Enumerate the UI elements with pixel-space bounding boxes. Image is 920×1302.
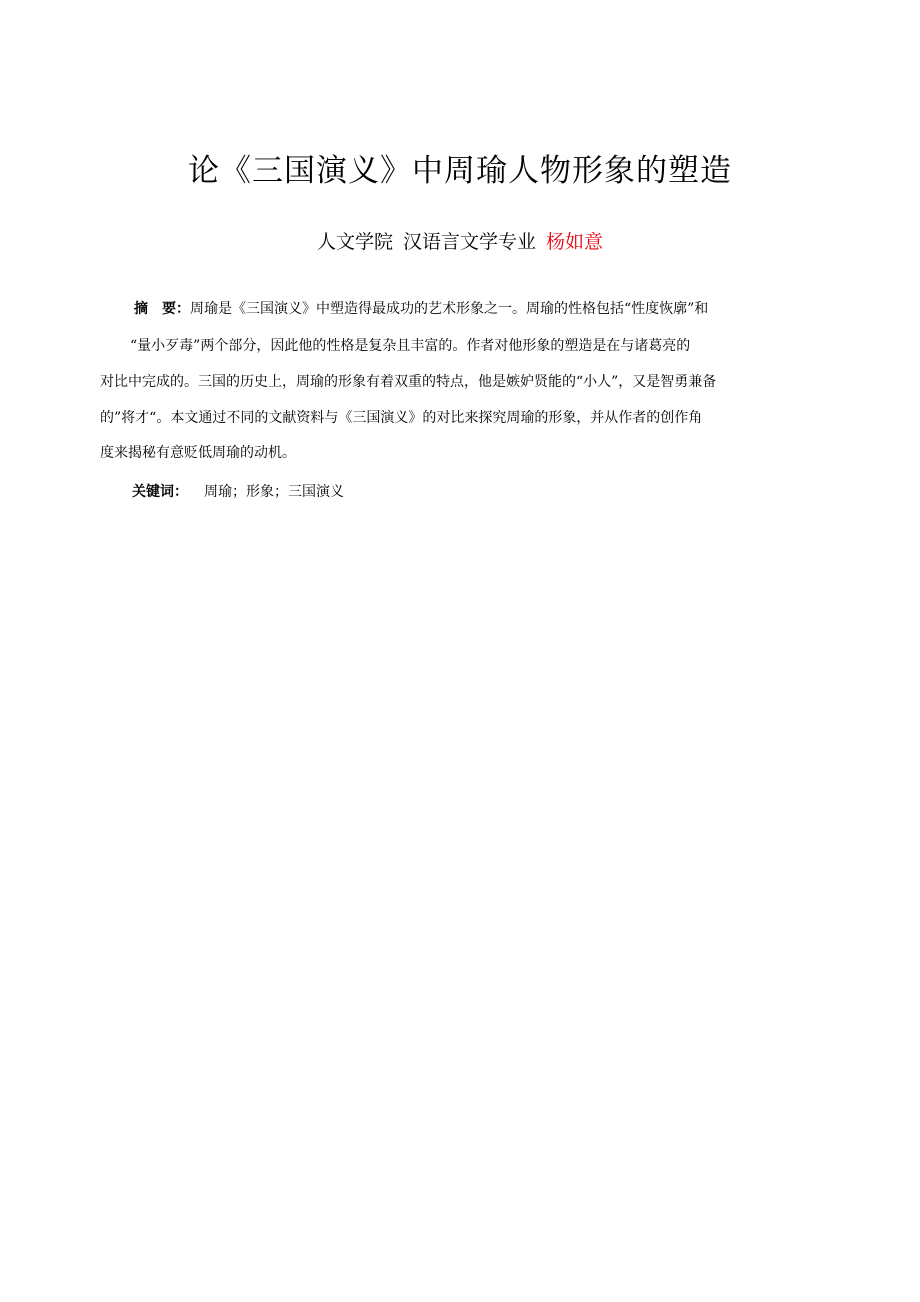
abstract-line-4 xyxy=(100,408,702,428)
abstract-text-3: 对比中完成的。三国的历史上，周瑜的形象有着双重的特点，他是嫉妒贤能的“小人”，又是智勇兼备 xyxy=(100,374,717,390)
author-name: 杨如意 xyxy=(546,231,604,253)
keywords-line xyxy=(132,482,344,502)
abstract-line-5 xyxy=(100,443,296,463)
author-byline xyxy=(0,226,920,258)
abstract-text-1: 周瑜是《三国演义》中塑造得最成功的艺术形象之一。周瑜的性格包括“性度恢廓”和 xyxy=(190,301,709,317)
abstract-text-5: 度来揭秘有意贬低周瑜的动机。 xyxy=(100,445,296,461)
abstract-label: 摘 要： xyxy=(134,301,190,317)
major-name: 汉语言文学专业 xyxy=(402,231,536,253)
abstract-line-1 xyxy=(134,299,708,319)
abstract-line-2 xyxy=(130,336,690,356)
abstract-text-2: “量小歹毒”两个部分，因此他的性格是复杂且丰富的。作者对他形象的塑造是在与诸葛亮的 xyxy=(130,338,691,354)
keywords-label: 关键词： xyxy=(132,484,188,500)
college-name: 人文学院 xyxy=(316,231,393,253)
abstract-line-3 xyxy=(100,372,716,392)
abstract-text-4: 的”将才“。本文通过不同的文献资料与《三国演义》的对比来探究周瑜的形象，并从作者的创作角 xyxy=(100,410,703,426)
document-title: 论《三国演义》中周瑜人物形象的塑造 xyxy=(188,153,732,189)
keywords-value: 周瑜；形象；三国演义 xyxy=(204,484,344,500)
